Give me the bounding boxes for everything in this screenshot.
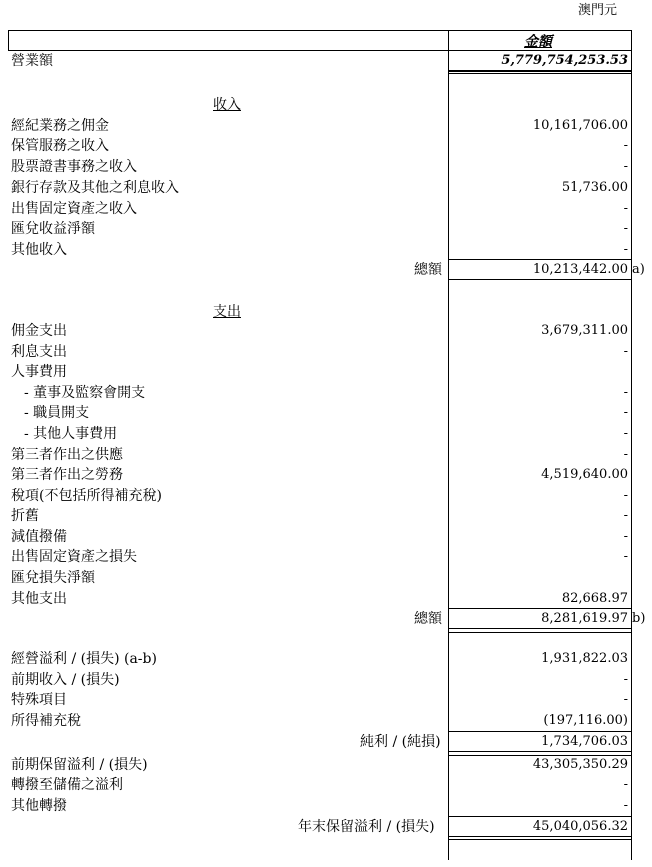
retained-total-bottom [448,836,631,837]
expense-value-0: 3,679,311.00 [541,323,628,338]
expense-value-11: - [623,549,628,564]
expense-value-7: 4,519,640.00 [541,467,628,482]
expense-label-11: 出售固定資產之損失 [11,549,137,565]
retained-label-0: 前期保留溢利 / (損失) [11,757,148,773]
income-total-label: 總額 [414,262,442,278]
income-label-1: 保管服務之收入 [11,138,109,154]
expense-total-mark: b) [632,611,646,626]
net-value: 1,734,706.03 [541,734,628,749]
income-value-1: - [623,138,628,153]
income-total-top [448,259,631,260]
retained-total-top [448,816,631,817]
income-value-5: - [623,221,628,236]
expense-value-10: - [623,529,628,544]
retained-total-bottom-2 [448,839,631,840]
expense-title: 支出 [213,304,241,320]
income-label-3: 銀行存款及其他之利息收入 [11,180,179,196]
currency-label: 澳門元 [578,3,618,18]
expense-value-1: - [623,344,628,359]
top-border [8,30,631,31]
results-label-2: 特殊項目 [11,692,67,708]
expense-label-4: - 職員開支 [24,405,90,421]
income-label-0: 經紀業務之佣金 [11,118,109,134]
expense-total-value: 8,281,619.97 [541,611,628,626]
amount-column-header: 金額 [524,34,552,50]
income-label-6: 其他收入 [11,242,67,258]
expense-value-6: - [623,447,628,462]
expense-label-13: 其他支出 [11,591,67,607]
results-value-0: 1,931,822.03 [541,651,628,666]
income-total-value: 10,213,442.00 [532,262,628,277]
net-label: 純利 / (純損) [360,734,441,750]
income-value-0: 10,161,706.00 [532,118,628,133]
income-title: 收入 [213,97,241,113]
revenue-label: 營業額 [11,53,53,69]
expense-label-3: - 董事及監察會開支 [24,385,146,401]
results-label-1: 前期收入 / (損失) [11,672,120,688]
income-value-2: - [623,159,628,174]
expense-label-9: 折舊 [11,508,39,524]
expense-label-2: 人事費用 [11,364,67,380]
expense-label-10: 減值撥備 [11,529,67,545]
income-value-3: 51,736.00 [561,180,628,195]
expense-label-6: 第三者作出之供應 [11,447,123,463]
expense-value-8: - [623,488,628,503]
expense-label-12: 匯兌損失淨額 [11,570,95,586]
results-label-3: 所得補充稅 [11,713,81,729]
retained-value-1: - [623,777,628,792]
expense-value-9: - [623,508,628,523]
results-value-2: - [623,692,628,707]
expense-value-3: - [623,385,628,400]
results-label-0: 經營溢利 / (損失) (a-b) [11,651,157,667]
expense-total-label: 總額 [414,611,442,627]
retained-total-value: 45,040,056.32 [532,819,628,834]
revenue-underline [448,70,631,72]
expense-total-top [448,608,631,609]
expense-label-1: 利息支出 [11,344,67,360]
retained-total-label: 年末保留溢利 / (損失) [298,819,435,835]
net-bottom [448,751,631,752]
income-label-5: 匯兌收益淨額 [11,221,95,237]
expense-label-5: - 其他人事費用 [24,426,118,442]
revenue-underline-2 [448,73,631,74]
revenue-value: 5,779,754,253.53 [501,53,628,68]
income-label-2: 股票證書事務之收入 [11,159,137,175]
amount-col-left [448,30,449,860]
results-value-1: - [623,672,628,687]
expense-label-7: 第三者作出之勞務 [11,467,123,483]
income-value-4: - [623,201,628,216]
expense-total-bottom [448,628,631,629]
net-top [448,731,631,732]
expense-label-8: 稅項(不包括所得補充稅) [11,488,162,504]
results-value-3: (197,116.00) [543,713,628,728]
expense-label-0: 佣金支出 [11,323,67,339]
expense-value-5: - [623,426,628,441]
retained-value-2: - [623,798,628,813]
results-separator [448,632,631,633]
expense-value-13: 82,668.97 [561,591,628,606]
retained-label-2: 其他轉撥 [11,798,67,814]
retained-value-0: 43,305,350.29 [532,757,628,772]
amount-col-right [631,30,632,860]
income-value-6: - [623,242,628,257]
income-label-4: 出售固定資產之收入 [11,201,137,217]
retained-label-1: 轉撥至儲備之溢利 [11,777,123,793]
income-total-bottom [448,279,631,280]
expense-value-4: - [623,405,628,420]
income-total-mark: a) [632,262,645,277]
left-border [8,30,9,50]
